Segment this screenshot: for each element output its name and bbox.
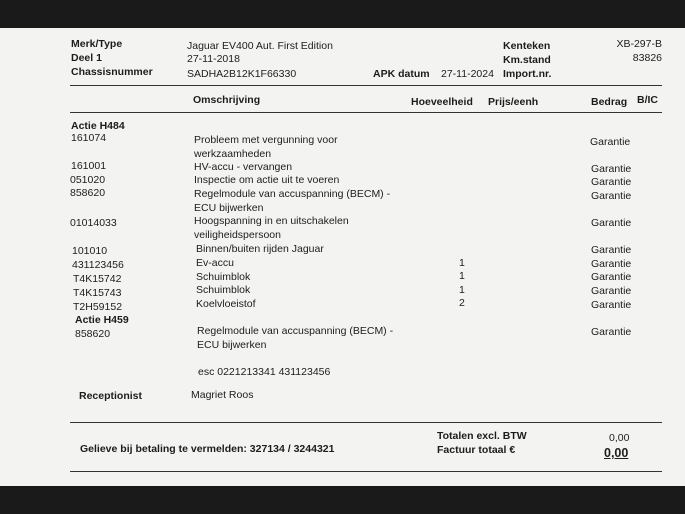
line-amount: Garantie	[591, 285, 632, 297]
line-qty: 1	[459, 257, 465, 269]
line-desc: werkzaamheden	[194, 148, 272, 160]
kenteken-value: XB-297-B	[616, 38, 662, 50]
line-desc: Schuimblok	[196, 271, 251, 283]
footer-divider	[70, 422, 662, 423]
line-code: T4K15742	[73, 273, 122, 285]
payment-note: Gelieve bij betaling te vermelden: 327134 / 3244321	[80, 443, 335, 455]
line-qty: 1	[459, 270, 465, 282]
esc-note: esc 0221213341 431123456	[198, 366, 331, 378]
line-amount: Garantie	[590, 136, 631, 148]
line-desc: Inspectie om actie uit te voeren	[194, 174, 340, 186]
kenteken-label: Kenteken	[503, 40, 551, 52]
line-desc: Koelvloeistof	[196, 298, 256, 310]
line-desc: ECU bijwerken	[194, 202, 264, 214]
merk-label: Merk/Type	[71, 38, 123, 50]
line-amount: Garantie	[591, 244, 632, 256]
line-code: T2H59152	[73, 301, 123, 313]
line-code: 101010	[72, 245, 108, 257]
line-desc: veiligheidspersoon	[194, 229, 281, 241]
col-omschrijving: Omschrijving	[193, 94, 261, 106]
line-code: 858620	[70, 187, 106, 199]
line-amount: Garantie	[591, 258, 632, 270]
chassis-label: Chassisnummer	[71, 66, 153, 78]
line-code: 161001	[71, 160, 107, 172]
line-desc: Ev-accu	[196, 257, 234, 269]
line-desc: Hoogspanning in en uitschakelen	[194, 215, 349, 227]
line-amount: Garantie	[591, 190, 632, 202]
col-bedrag: Bedrag	[591, 96, 628, 108]
line-code: T4K15743	[73, 287, 122, 299]
col-hoeveelheid: Hoeveelheid	[411, 96, 473, 108]
col-prijs: Prijs/eenh	[488, 96, 539, 108]
line-desc: HV-accu - vervangen	[194, 161, 293, 173]
header-divider	[70, 85, 662, 86]
merk-value: Jaguar EV400 Aut. First Edition	[187, 40, 333, 52]
columns-divider	[70, 112, 662, 113]
deel-value: 27-11-2018	[187, 53, 240, 65]
line-qty: 2	[459, 297, 465, 309]
line-desc: Probleem met vergunning voor	[194, 134, 338, 146]
bottom-divider	[70, 471, 662, 472]
line-desc: Schuimblok	[196, 284, 251, 296]
line-amount: Garantie	[591, 271, 632, 283]
factuur-total-value: 0,00	[604, 446, 629, 460]
line-qty: 1	[459, 284, 465, 296]
line-code: 01014033	[70, 217, 117, 229]
apk-label: APK datum	[373, 68, 430, 80]
line-desc: Regelmodule van accuspanning (BECM) -	[197, 325, 394, 337]
line-amount: Garantie	[591, 217, 632, 229]
total-excl-value: 0,00	[609, 432, 630, 444]
chassis-value: SADHA2B12K1F66330	[187, 68, 297, 80]
line-code: 858620	[75, 328, 111, 340]
line-amount: Garantie	[591, 326, 632, 338]
receptionist-value: Magriet Roos	[191, 389, 254, 401]
import-label: Import.nr.	[503, 68, 552, 80]
deel-label: Deel 1	[71, 52, 102, 64]
line-amount: Garantie	[591, 299, 632, 311]
total-excl-label: Totalen excl. BTW	[437, 430, 527, 442]
factuur-total-label: Factuur totaal €	[437, 444, 516, 456]
line-code: 161074	[71, 132, 107, 144]
line-desc: Regelmodule van accuspanning (BECM) -	[194, 188, 391, 200]
col-bic: B/IC	[637, 94, 658, 106]
kmstand-label: Km.stand	[503, 54, 551, 66]
line-code: 051020	[70, 174, 106, 186]
section-title: Actie H484	[71, 120, 125, 132]
apk-value: 27-11-2024	[441, 68, 494, 80]
line-desc: Binnen/buiten rijden Jaguar	[196, 243, 324, 255]
line-amount: Garantie	[591, 176, 632, 188]
line-amount: Garantie	[591, 163, 632, 175]
receptionist-label: Receptionist	[79, 390, 143, 402]
kmstand-value: 83826	[632, 52, 662, 64]
line-code: 431123456	[72, 259, 124, 271]
invoice-sheet	[0, 28, 685, 486]
section-title: Actie H459	[75, 314, 129, 326]
line-desc: ECU bijwerken	[197, 339, 267, 351]
